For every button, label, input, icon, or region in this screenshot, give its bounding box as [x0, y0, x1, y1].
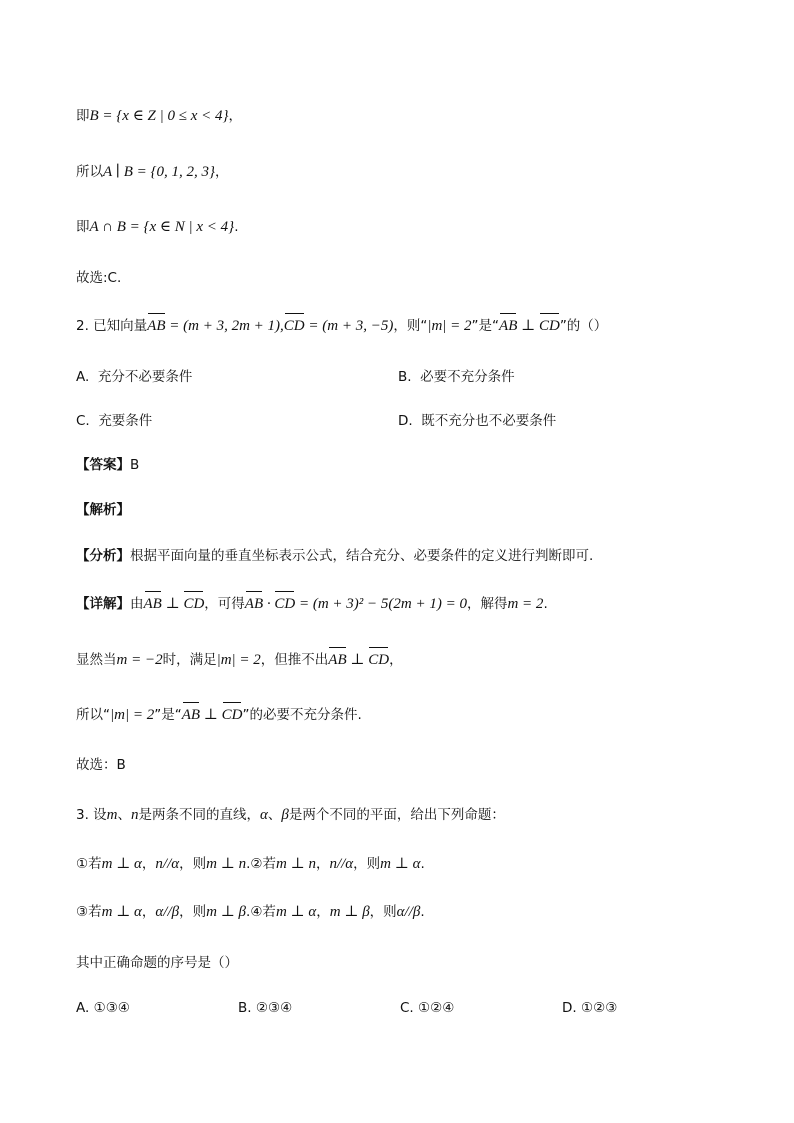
q3-option-b: B. ②③④ [238, 1000, 293, 1016]
analysis-tag: 【解析】 [76, 502, 130, 518]
q2-option-d: D. 既不充分也不必要条件 [398, 413, 557, 429]
question-2-stem: 2. 已知向量AB = (m + 3, 2m + 1),CD = (m + 3, −5)，则“|m| = 2”是“AB ⊥ CD”的（） [76, 318, 608, 334]
math-set-b: B = {x ∈ Z | 0 ≤ x < 4} [89, 108, 229, 124]
q3-option-a: A. ①③④ [76, 1000, 130, 1016]
question-3-ask: 其中正确命题的序号是（） [76, 955, 238, 971]
q2-option-b: B. 必要不充分条件 [398, 369, 515, 385]
answer-value: B [130, 457, 140, 473]
solution-line-union: 所以A ∣ B = {0, 1, 2, 3}， [76, 164, 229, 180]
vector-cd: CD [283, 318, 305, 334]
analysis-summary: 【分析】根据平面向量的垂直坐标表示公式，结合充分、必要条件的定义进行判断即可. [76, 548, 594, 564]
propositions-1-2: ①若m ⊥ α，n//α，则m ⊥ n.②若m ⊥ n，n//α，则m ⊥ α. [76, 856, 425, 872]
detailed-solution: 【详解】由AB ⊥ CD，可得AB · CD = (m + 3)² − 5(2m + 1) = 0，解得m = 2. [76, 596, 548, 612]
conclusion-line: 所以“|m| = 2”是“AB ⊥ CD”的必要不充分条件. [76, 707, 362, 723]
counterexample-line: 显然当m = −2时，满足|m| = 2，但推不出AB ⊥ CD， [76, 652, 403, 668]
vector-ab: AB [147, 318, 166, 334]
question-3-stem: 3. 设m、n是两条不同的直线，α、β是两个不同的平面，给出下列命题： [76, 807, 505, 823]
solution-line-set-b: 即B = {x ∈ Z | 0 ≤ x < 4}， [76, 108, 243, 124]
solution-line-intersection: 即A ∩ B = {x ∈ N | x < 4}. [76, 219, 239, 235]
q2-option-a: A. 充分不必要条件 [76, 369, 193, 385]
math-union: A ∣ B = {0, 1, 2, 3} [103, 164, 216, 180]
choose-line-q2: 故选：B [76, 757, 126, 773]
q3-option-c: C. ①②④ [400, 1000, 455, 1016]
propositions-3-4: ③若m ⊥ α，α//β，则m ⊥ β.④若m ⊥ α，m ⊥ β，则α//β. [76, 904, 425, 920]
answer-line: 【答案】B [76, 457, 140, 473]
choose-line-q1: 故选:C. [76, 270, 122, 286]
q3-option-d: D. ①②③ [562, 1000, 618, 1016]
math-intersection: A ∩ B = {x ∈ N | x < 4} [89, 219, 235, 235]
q2-option-c: C. 充要条件 [76, 413, 153, 429]
